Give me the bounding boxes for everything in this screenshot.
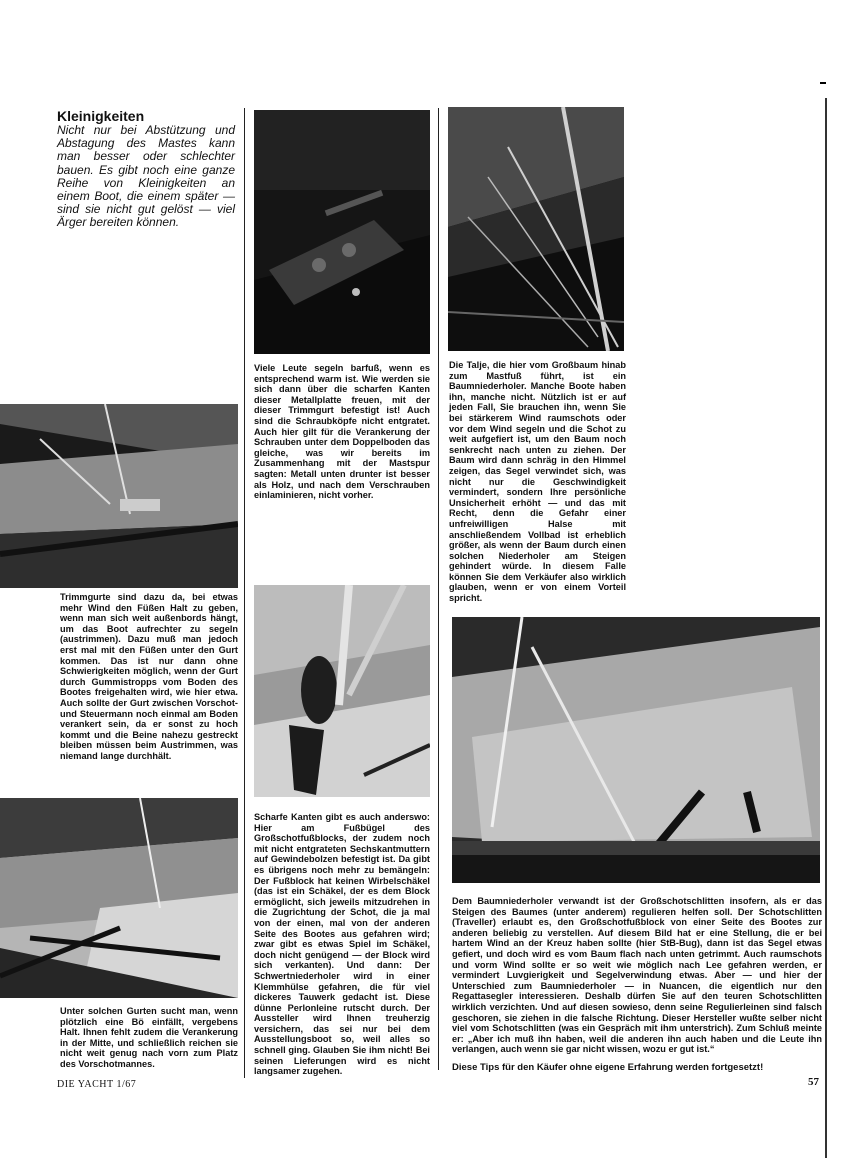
photo-gurten [0, 798, 238, 998]
caption-trimmgurt: Trimmgurte sind dazu da, bei etwas mehr Wind den Füßen Halt zu geben, wenn man sich weit außenbords hängt, um das Boot aufrechter zu segeln (austrimmen). Dazu muß man jedoch erst mal mit den Füßen unter den Gurt kommen. Das ist nur dann ohne Schwierigkeiten möglich, wenn der Gurt durch Gummistropps vom Boden des Bootes freigehalten wird, wie hier etwa. Auch sollte der Gurt zwischen Vorschot- und Steuermann noch einmal am Boden verankert sein, da er sonst zu hoch kommt und die Beine nahezu gestreckt bleiben müssen beim Austrimmen, was niemand lange durchhält. [60, 592, 238, 761]
photo-schotschlitten [452, 617, 820, 883]
scan-mark-right [825, 98, 827, 1158]
article-title: Kleinigkeiten [57, 108, 145, 124]
article-intro: Nicht nur bei Abstützung und Abstagung des Mastes kann man besser oder schlechter bauen. Es gibt noch eine ganze Reihe von Kleinigkeiten an einem Boot, die einem später — sind sie nicht gut gelöst — viel Ärger bereiten können. [57, 123, 235, 230]
caption-talje: Die Talje, die hier vom Großbaum hinab zum Mastfuß führt, ist ein Baumniederholer. Manche Boote haben ihn, manche nicht. Nützlich ist er auf jeden Fall, Sie brauchen ihn, wenn Sie bei stärkerem Wind raumschots oder vor dem Wind segeln und die Schot zu weit aufgefiert ist, um den Baum noch senkrecht nach unten zu ziehen. Der Baum wird dann schräg in den Himmel zeigen, das Segel verwindet sich, was nicht nur die Geschwindigkeit vermindert, sondern Ihre persönliche Unsicherheit erhöht — und das mit Recht, denn die Gefahr einer unfreiwilligen Halse mit anschließendem Vollbad ist erheblich größer, als wenn der Baum durch einen solchen Niederholer am Steigen gehindert würde. In diesem Falle können Sie dem Verkäufer also wirklich glauben, wenn er von einem Vorteil spricht. [449, 360, 626, 604]
scan-mark-top [820, 82, 826, 84]
magazine-issue: DIE YACHT 1/67 [57, 1079, 137, 1090]
continued-note: Diese Tips für den Käufer ohne eigene Erfahrung werden fortgesetzt! [452, 1062, 764, 1073]
photo-metal-plate [254, 110, 430, 354]
photo-trimmgurt [0, 404, 238, 588]
page-number: 57 [808, 1076, 819, 1088]
caption-kanten: Scharfe Kanten gibt es auch anderswo: Hier am Fußbügel des Großschotfußblocks, der zudem noch mit nicht entgrateten Sechskantmuttern auf Gewindebolzen befestigt ist. Da gibt es übrigens noch mehr zu bemängeln: Der Fußblock hat keinen Wirbelschäkel (das ist ein Schäkel, der es dem Block ermöglicht, sich jeweils mitzudrehen in die Zugrichtung der Schot, die ja mal von der einen, mal von der anderen Seite des Bootes aus gefahren wird; zwar gibt es etwas Spiel im Schäkel, doch nicht genügend — der Block wird sich verkanten). Und dann: Der Schwertniederholer wird in einer Klemmhülse gefahren, die für viel dickeres Tauwerk gedacht ist. Diese dünne Perlonleine rutscht durch. Der Aussteller wird Ihnen treuherzig versichern, das sei nur bei dem Ausstellungsboot so, weil alles so schnell ging. Glauben Sie ihm nicht! Bei seinen Lieferungen wird es nicht langsamer zugehen. [254, 812, 430, 1077]
caption-barfuss: Viele Leute segeln barfuß, wenn es entsprechend warm ist. Wie werden sie sich dann über die scharfen Kanten dieser Metallplatte freuen, mit der dieser Trimmgurt befestigt ist! Auch sind die Schraubköpfe nicht entgratet. Auch hier gilt für die Verankerung der Schrauben unter dem Doppelboden das gleiche, was wir bereits im Zusammenhang mit der Mastspur sagten: Metall unten drunter ist besser als Holz, und nach dem Verschrauben einlaminieren, nicht vorher. [254, 363, 430, 501]
photo-talje [448, 107, 624, 351]
photo-fussblock [254, 585, 430, 797]
column-rule-2 [438, 108, 439, 1070]
caption-baumniederholer: Dem Baumniederholer verwandt ist der Großschotschlitten insofern, als er das Steigen des Baumes (unter anderem) regulieren helfen soll. Der Schotschlitten (Traveller) erlaubt es, den Großschotfußblock von einer Seite des Bootes zur anderen beliebig zu verstellen. Auf diesem Bild hat er eine Stellung, die er bei hartem Wind an der Kreuz haben sollte (hier StB-Bug), dann ist das Segel etwas gefiert, und doch wird es vom Baum flach nach unten getrimmt. Auch raumschots und vorm Wind sollte er so weit wie möglich nach Lee gefahren werden, er vermindert Luvgierigkeit und Segelverwindung etwas. Aber — und hier der Unterschied zum Baumniederholer — in Nuancen, die eigentlich nur den Regattasegler interessieren. Deshalb dürfen Sie auf den teuren Schotschlitten wirklich verzichten. Und auf diesen sowieso, denn seine Regulierleinen sind falsch geschoren, sie ziehen in die falsche Richtung. Dieser Hersteller wußte selber nicht viel vom Schotschlitten (was ein Gespräch mit ihm unterstrich). Zum Schluß meinte er: „Aber ich muß ihn haben, weil die anderen ihn auch haben und die Leute ihn verlangen, auch wenn sie gar nicht wissen, wozu er gut ist.“ [452, 896, 822, 1055]
caption-gurten: Unter solchen Gurten sucht man, wenn plötzlich eine Bö einfällt, vergebens Halt. Ihnen fehlt zudem die Verankerung in der Mitte, und schließlich reichen sie nicht weit genug nach vorn zum Platz des Vorschotmannes. [60, 1006, 238, 1069]
column-rule-1 [244, 108, 245, 1078]
